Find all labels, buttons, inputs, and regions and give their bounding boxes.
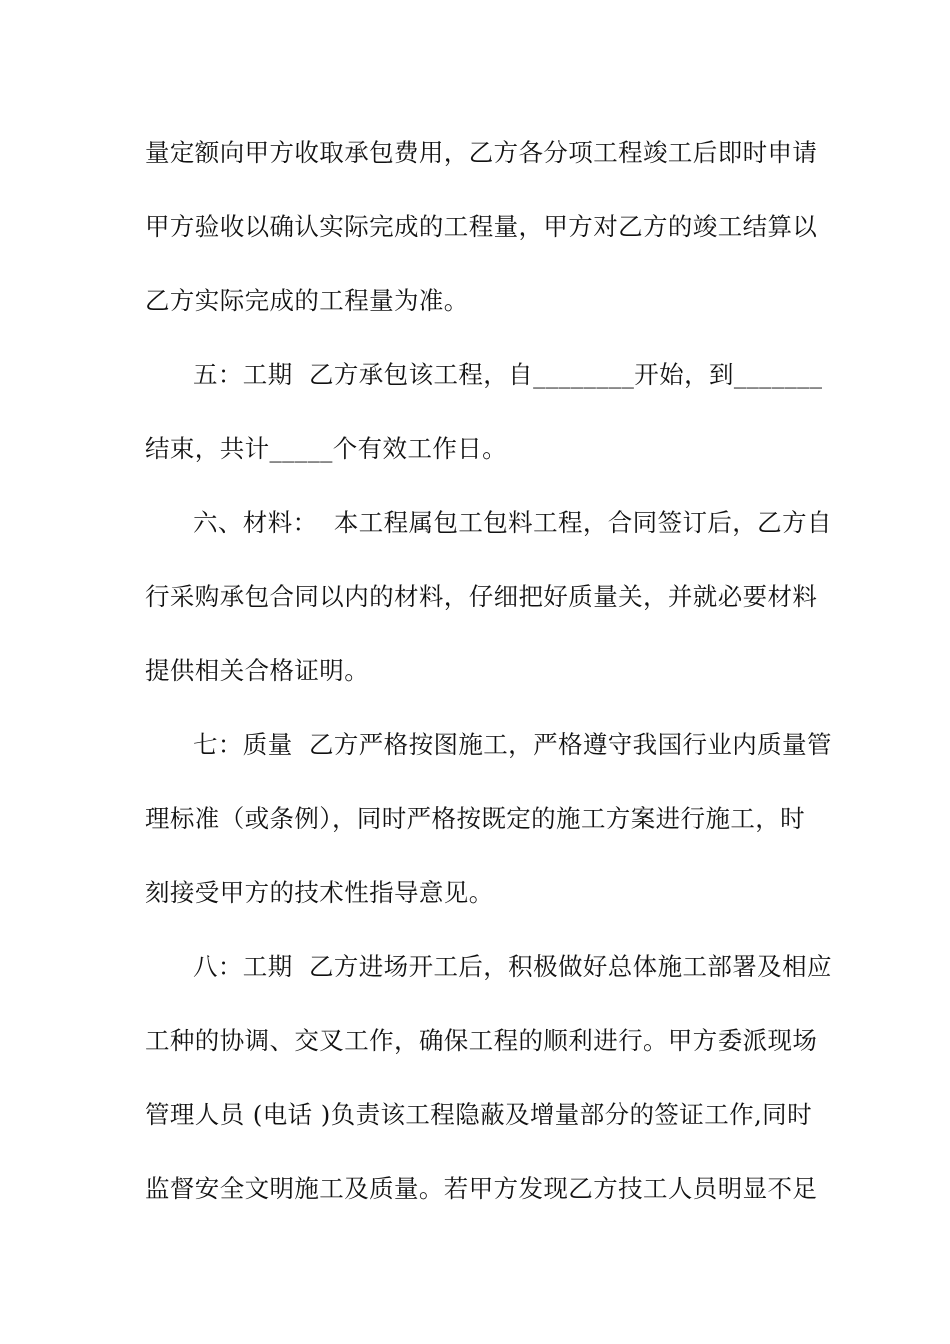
text-line: 理标准（或条例），同时严格按既定的施工方案进行施工，时 [145,804,806,833]
section-5-heading-line: 五：工期 乙方承包该工程，自________开始，到_______ [193,360,823,389]
section-6-heading-line: 六、材料： 本工程属包工包料工程，合同签订后，乙方自 [193,508,832,537]
section-7-heading-line: 七：质量 乙方严格按图施工，严格遵守我国行业内质量管 [193,730,832,759]
text-line: 结束，共计_____个有效工作日。 [145,434,508,463]
section-8-heading-line: 八：工期 乙方进场开工后，积极做好总体施工部署及相应 [193,952,832,981]
text-line: 量定额向甲方收取承包费用，乙方各分项工程竣工后即时申请 [145,138,818,167]
text-line: 监督安全文明施工及质量。若甲方发现乙方技工人员明显不足 [145,1174,818,1203]
text-line: 刻接受甲方的技术性指导意见。 [145,878,494,907]
text-line: 提供相关合格证明。 [145,656,370,685]
text-line: 管理人员 (电话 )负责该工程隐蔽及增量部分的签证工作,同时 [145,1100,812,1129]
text-line: 工种的协调、交叉工作，确保工程的顺利进行。甲方委派现场 [145,1026,818,1055]
text-line: 乙方实际完成的工程量为准。 [145,286,469,315]
text-line: 行采购承包合同以内的材料，仔细把好质量关，并就必要材料 [145,582,818,611]
text-line: 甲方验收以确认实际完成的工程量，甲方对乙方的竣工结算以 [145,212,818,241]
